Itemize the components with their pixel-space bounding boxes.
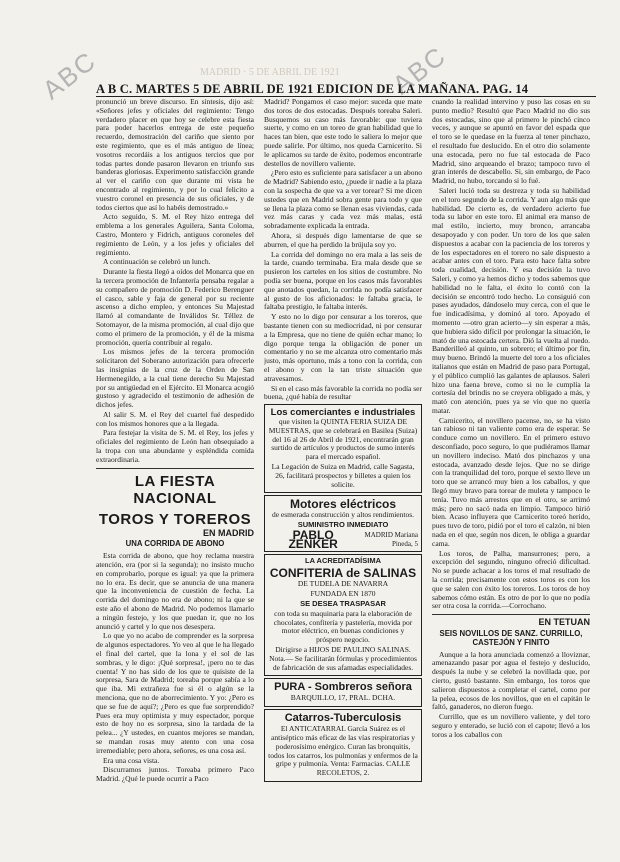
col1-paragraph: Los mismos jefes de la tercera promoción solicitaron del Soberano autorización para ofrecerle las insignias de la cruz de la Orden de San Hermenegildo, a la cual tiene derecho Su Majestad por su antigüedad en el Ejército. El Monarca acogió gustoso y agradecido el testimonio de adhesión de dichos jefes. (96, 347, 254, 410)
ad-top: LA ACREDITADÍSIMA (305, 555, 381, 565)
col1-paragraph: Al salir S. M. el Rey del cuartel fué despedido con los mismos honores que a la llegada. (96, 409, 254, 428)
ad-address: MADRID Mariana Pineda, 5 (364, 531, 418, 548)
col2-paragraph: Y esto no lo digo por censurar a los toreros, que bastante tienen con su mediocridad, ni por censurar a la Empresa, que no tiene de quién echar mano; lo digo porque tenga la obligación de poner un comentario y no se me alcanza otro comentario más justo, más oportuno, más a tono con la corrida, con el abono y con la tan triste situación que atravesamos. (264, 312, 422, 383)
ad-sale: SE DESEA TRASPASAR (300, 599, 386, 609)
article-heading: UNA CORRIDA DE ABONO (125, 539, 225, 549)
ad-contact: Dirigirse a HIJOS DE PAULINO SALINAS. Nota.— Se facilitarán fórmulas y procedimientos de fabricación de sus afamadas especialidades. (269, 645, 417, 672)
section-place: EN TETUAN (538, 617, 590, 628)
col2-paragraph: La corrida del domingo no era mala a las seis de la tarde, cuando terminaba. Era mala desde que se pusieron los carteles en los sitios de costumbre. No podía ser buena, porque en los casos más favorables que anotados quedan, la corrida no podía satisfacer al gusto de los aficionados: le faltaba gracia, le faltaba prestigio, le faltaba interés. (264, 249, 422, 312)
column-2 (264, 98, 422, 850)
watermark-stamp-left: ABC (36, 44, 103, 106)
page-header: A B C. MARTES 5 DE ABRIL DE 1921 EDICION DE LA MAÑANA. PAG. 14 (96, 82, 529, 96)
col1-paragraph: Para festejar la visita de S. M. el Rey, los jefes y oficiales del regimiento de León han obsequiado a la tropa con una abundante y espléndida comida extraordinaria. (96, 428, 254, 464)
ad-motors (264, 495, 422, 551)
ad-body: El ANTICATARRAL García Suárez es el antiséptico más eficaz de las vías respiratorias y poderosísimo enérgico. Curan las bronquitis, todos los catarros, los pulmonías y enfermos de la gripe y pulmonía. Venta: Farmacias. CALLE RECOLETOS, 2. (268, 724, 418, 778)
col3-paragraph: cuando la realidad intervino y puso las cosas en su punto medio? Resultó que Paco Madrid no dio sus dos estocadas, sino que al primero le pinchó cinco veces, y aunque se apuntó en favor del espada que el toro se le quedase en la fuerza al tener pinchazo, el resultado fue deslucido. En el otro dio solamente una estocada, pero no fue tal estocada de Paco Madrid, sino arqueando el brazo; tampoco tuvo el gran interés de descabello. Si, sin embargo, de Paco Madrid, no hubo, torcando si lo fué. (432, 98, 590, 186)
ad-founded: FUNDADA EN 1870 (310, 589, 376, 599)
col1-paragraph: Acto seguido, S. M. el Rey hizo entrega del emblema a los generales Aguilera, Santa Coloma, Castro, Montero y Fidrich, antiguos coroneles del regimiento de León, y a los jefes y oficiales del regimiento. (96, 212, 254, 257)
ad-sub: de esmerada construcción y altos rendimientos. (271, 510, 415, 520)
col1-paragraph: Discurramos juntos. Toreaba primero Paco Madrid. ¿Qué le puede ocurrir a Paco (96, 765, 254, 784)
separator (96, 468, 254, 469)
separator (432, 614, 590, 615)
col1-paragraph: Durante la fiesta llegó a oídos del Monarca que en la tercera promoción de Infantería pensaba regalar a su compañero de promoción D. Federico Berenguer el casco, sable y faja de general por su reciente ascenso a dicho empleo, y entonces Su Majestad llamó al comandante de Inválidos Sr. Téllez de Sotomayor, de la misma promoción, al cual dijo que como el primero de la promoción, y él de la misma promoción, quería contribuir al regalo. (96, 267, 254, 347)
ad-catarrh (264, 709, 422, 782)
col2-paragraph: Ahora, si después digo lamentarse de que se aburren, el que ha perdido la brújula soy yo. (264, 230, 422, 249)
section-title-line1: LA FIESTA NACIONAL (133, 472, 217, 507)
col1-paragraph: A continuación se celebró un lunch. (103, 257, 211, 267)
col1-paragraph: Lo que yo no acabo de comprender es la sorpresa de algunos espectadores. Yo veo al que le ha llegado el final del cartel, que la lona y el sol de las sombras, y le digo: ¡Qué sorpresa!, ¡pero no te das cuenta! Y no has sido de los que te quisiste de la sorpresa, Sara de Madrid; toreaba porque sabía a lo que iba. Mi extrañeza fue si él o algún se la menciona, que no de aborrecimiento. Y yo: ¿Pero es que se fue de aquí?; ¿Pero es que fue sorprendido? Pues era muy optimista y muy espectador, porque esto de hoy no es sorpresa, sino la tardada de la pelea... ¿Y ustedes, en cuantos mejores se mandan, se mandan rosas muy atento con una cosa irremediable; pero ahora, señores, es una cosa así. (96, 631, 254, 755)
col3-paragraph: Currillo, que es un novillero valiente, y del toro seguro y enterado, se lució con el capote; llevó a los toros a los caballos con (432, 712, 590, 739)
ad-confectionery (264, 554, 422, 677)
ad-address: BARQUILLO, 17, PRAL. DCHA. (290, 693, 396, 703)
ad-body: que visiten la QUINTA FERIA SUIZA DE MUESTRAS, que se celebrará en Basilea (Suiza) del 16 al 26 de Abril de 1921, encontrarán gran surtido de artículos y productos de sumo interés para el mercado español. (268, 417, 418, 462)
col3-paragraph: Los toros, de Palha, mansurrones; pero, a excepción del segundo, ninguno ofreció dificultad. No se puede achacar a los toros el mal resultado de la corrida; precisamente con estos toros es con los que se salen con éxito los toreros. Los toros de hoy sabemos cómo están. Es otro de por lo que no podía ser otra cosa la corrida.—Corrochano. (432, 548, 590, 611)
ad-company-name: PABLO ZENKER (288, 528, 338, 551)
ad-title: Catarros-Tuberculosis (284, 712, 402, 725)
ad-sub: DE TUDELA DE NAVARRA (297, 579, 389, 589)
ad-title: Motores eléctricos (289, 497, 397, 512)
col1-paragraph: pronunció un breve discurso. En síntesis, dijo así: «Señores jefes y oficiales del regimiento: Tengo verdadero placer en que hoy se celebre esta fiesta para poder hacerlos entrega de este pequeño recuerdo, demostración del cariño que siento por este regimiento, que es el más antiguo de línea; vosotros recordáis a los antiguos tercios que por todas partes donde pasaron llevaron en triunfo sus banderas gloriosas. Experimento satisfacción grande al ver el cariño con que durante mi vista he encontrado al regimiento, y por lo cual felicito a vuestro coronel en presencia de sus oficiales, y de todos ciertos que así lo habéis demostrado.» (96, 98, 254, 212)
ad-title: Los comerciantes e industriales (270, 407, 416, 419)
section-title-line2: TOROS Y TOREROS (98, 510, 252, 528)
col2-paragraph: Madrid? Pongamos el caso mejor: suceda que mate dos toros de dos estocadas. Después toreaba Saleri. Busquemos su caso más favorable: que tuviera suerte, y como en un toreo de gran habilidad que lo haces tan bien, que este todo le saliera lo mejor que puede salirle. Por último, nos queda Carnicerito. Si le aplicamos su tarde de éxito, podemos encontrarle destellos de novillero valiente. (264, 98, 422, 168)
col3-paragraph: Carnicerito, el novillero pacense, no, se ha visto tan rabioso ni tan valiente como era de esperar. Se conduce como un novillero. En el primero estuvo desconfiado, poco seguro, lo que pudiéramos llamar un novillero indeciso. Mató dos pinchazos y una estocada, avanzado desde lejos. Que no se dirige con la tranquilidad del toro, porque el sexto lleve un toro que se arrancó muy bien a los caballos, y que llegó muy bravo para torear de muleta y tampoco le tenía. Tuvo más arrestos que en el otro, se arrimó más; pero no sacó nada en limpio. Tampoco hirió bien. Acaso influyera que Carnicerito toreó herido, pues tuvo de toro, pidió por el toro el calzón, ni bien nada en el que, según nos dicen, le obliga a guardar cama. (432, 415, 590, 548)
col3-paragraph: Saleri lució toda su destreza y toda su habilidad en el toro segundo de la corrida. Y aun algo más que habilidad. De cierto es, de verdadero acierto fue toda su labor en este toro. El animal era manso de mal estilo, incierto, muy bronco, arrancaba desapoyado y con poder. Un toro de los que salen dispuestos a acabar con la paciencia de los toreros y de los espectadores en el torero no sale dispuesto a acabar antes con el toro. Para esto hace falta sobre toda cualidad, decisión. Y esa decisión la tuvo Saleri, y como ya hemos dicho y todos sabemos que habilidad no le falta, el éxito lo contó con la decisión se encontró todo hecho. Lo consiguió con pases ayudados, dándoselo muy cerca, con el que le fue indicadísima, y dominó al toro. Apoyado el momento —otro gran acierto—y sin esperar a más, que hubiera sido difícil por prolongar la situación, le mató de una estocada certera. Dió la vuelta al ruedo. Banderilleó al quinto, un sobrero; el último por fin, muy bueno. Brindó la muerte del toro a los oficiales italianos que están en Madrid de paso para Portugal, y el público cumplió las galantes de aplausos. Saleri hizo una faena breve, como si no le cumplía la cortesía del brindis no se creyera obligado a más, y mató con atención, pues ya se vio que no quería matar. (432, 185, 590, 415)
article-heading: SEIS NOVILLOS DE SANZ. CURRILLO, CASTEJÓN Y FINITO (439, 629, 583, 647)
column-3 (432, 98, 590, 850)
faint-header: MADRID · 5 DE ABRIL DE 1921 (200, 67, 340, 78)
ad-swiss-fair (264, 404, 422, 493)
ad-supply: SUMINISTRO INMEDIATO (297, 520, 389, 530)
col3-paragraph: Aunque a la hora anunciada comenzó a lloviznar, amenazando pasar por agua el festejo y deslucido, después la nube y se celebró la novillada que, por cierto, gustó bastante. Sin embargo, los toros que salieron dispuestos a completar el cartel, como por la pelea, ecosos de los novillos, que en el capitán le faltó, ganaderos, no dieron fuego. (432, 649, 590, 712)
ad-title: CONFITERIA de SALINAS (269, 566, 417, 581)
ad-body: con toda su maquinaria para la elaboración de chocolates, confitería y pastelería, movida por motor eléctrico, en buenas condiciones y próspero negocio. (273, 608, 413, 645)
col1-paragraph: Era una cosa vista. (103, 755, 160, 765)
col1-paragraph: Esta corrida de abono, que hoy reclama nuestra atención, era (por si la segunda); no insisto mucho en comprobarlo, porque es igual: ya que la primera no lo era. Es decir, que se anuncia de una manera que la inconveniencia de cuestión de fecha. La corrida del domingo no era de abono; ni la que se este año el abono de Madrid. No podemos llamarlo a ningún festejo, y los que puedan ir, que no los anunció y cartel y lo que nos desespera. (96, 551, 254, 631)
watermark-stamp-right: ABC (386, 39, 453, 101)
ad-note: La Legación de Suiza en Madrid, calle Sagasta, 26, facilitará prospectos y billetes a quien los solicite. (271, 462, 415, 489)
ad-hats (264, 678, 422, 707)
header-rule (96, 96, 596, 97)
column-1 (96, 98, 254, 850)
col2-paragraph: ¿Pero esto es suficiente para satisfacer a un abono de Madrid? Sabiendo esto, ¿puede ir nadie a la plaza con la sospecha de que va a ver torear? Si me dicen ustedes que en Madrid sobra gente para todo y que se llena la plaza como se llenan esas viviendas, cada vez más caras y cada vez más malas, está sobradamente explicada la entrada. (264, 168, 422, 231)
col2-paragraph: Si en el caso más favorable la corrida no podía ser buena, ¿qué había de resultar (264, 383, 422, 402)
ad-title: PURA - Sombreros señora (274, 681, 412, 694)
section-subtitle: EN MADRID (203, 527, 254, 538)
